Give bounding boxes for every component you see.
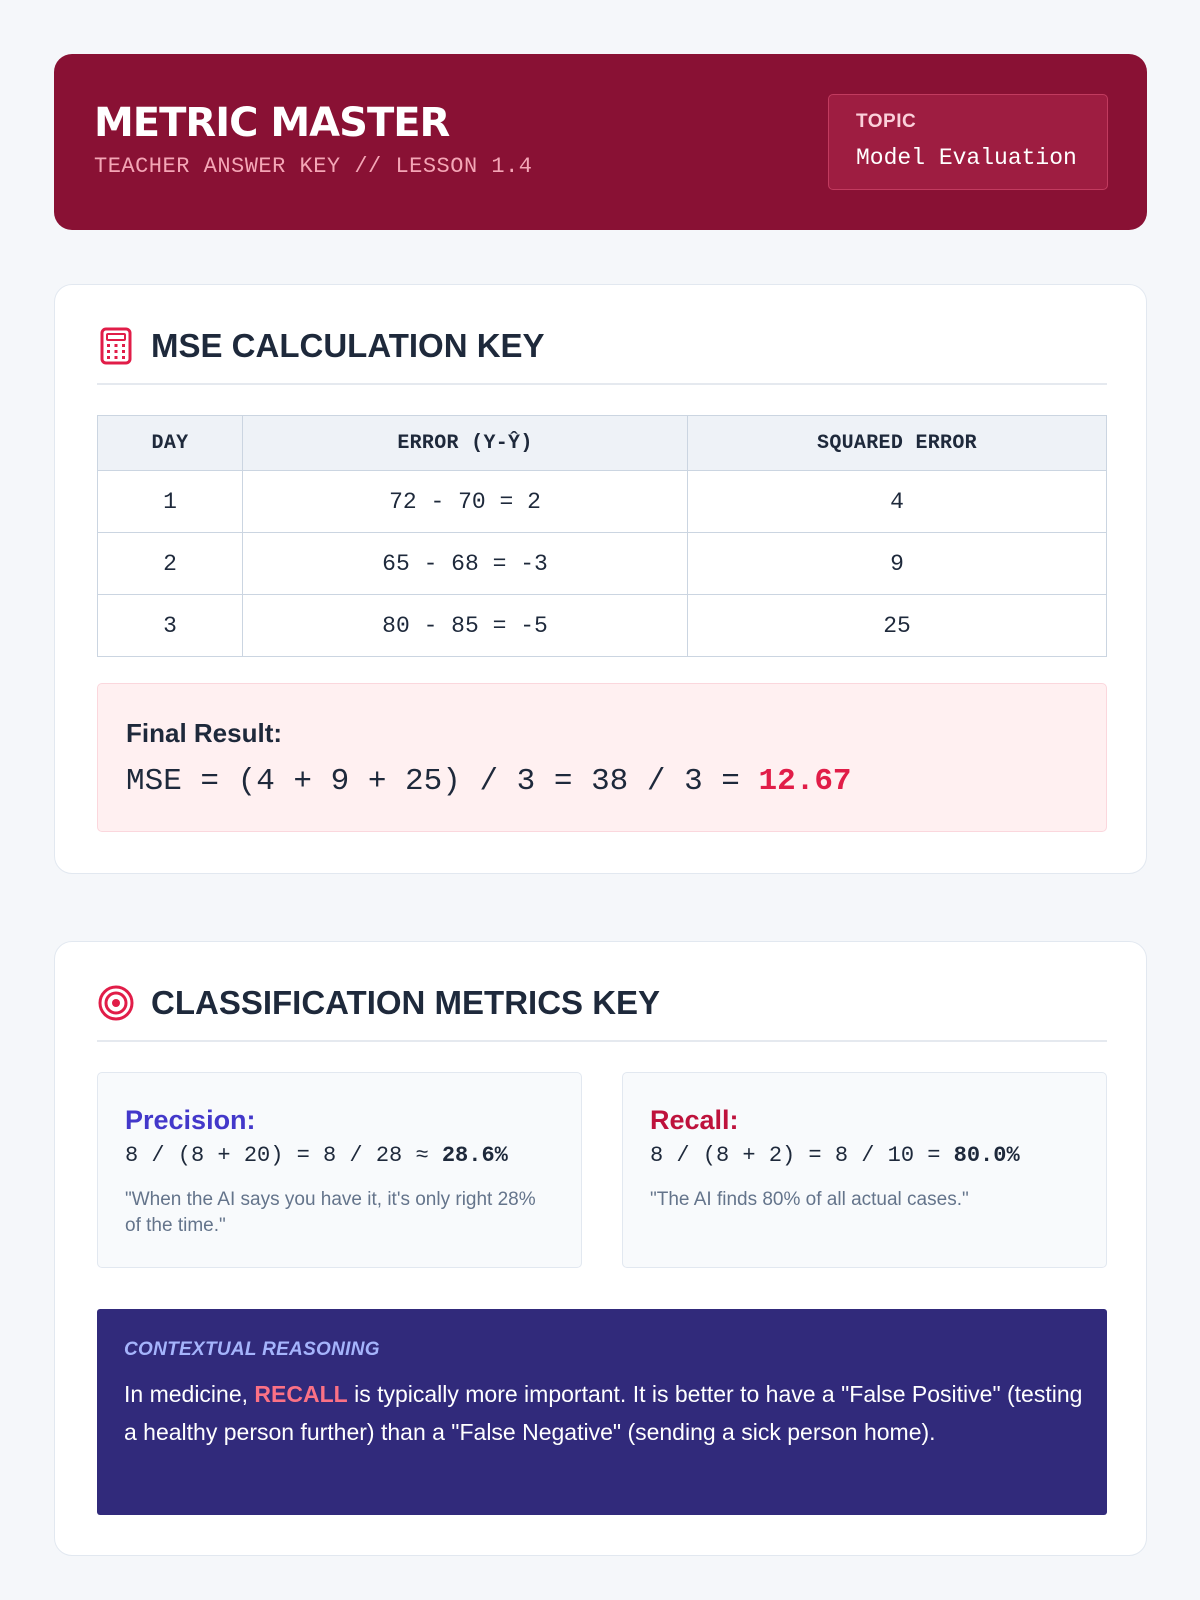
cell-squared-error: 9 — [688, 533, 1107, 595]
precision-formula-text: 8 / (8 + 20) = 8 / 28 ≈ — [125, 1143, 442, 1168]
cell-squared-error: 25 — [688, 595, 1107, 657]
cell-error: 72 - 70 = 2 — [243, 471, 688, 533]
page-subtitle: TEACHER ANSWER KEY // LESSON 1.4 — [94, 154, 533, 179]
recall-value: 80.0% — [953, 1143, 1020, 1168]
calculator-icon — [97, 327, 135, 365]
context-highlight: RECALL — [254, 1381, 348, 1407]
recall-formula — [650, 1143, 1020, 1168]
cell-day: 1 — [98, 471, 243, 533]
topic-badge — [828, 94, 1108, 190]
table-header-row — [98, 416, 1107, 471]
recall-formula-text: 8 / (8 + 2) = 8 / 10 = — [650, 1143, 954, 1168]
recall-quote: "The AI finds 80% of all actual cases." — [650, 1189, 969, 1210]
contextual-reasoning-text — [124, 1375, 1084, 1451]
cell-squared-error: 4 — [688, 471, 1107, 533]
cell-error: 65 - 68 = -3 — [243, 533, 688, 595]
mse-result-value: 12.67 — [758, 764, 852, 799]
mse-table — [97, 415, 1107, 657]
precision-value: 28.6% — [441, 1143, 508, 1168]
cell-day: 3 — [98, 595, 243, 657]
page-title: METRIC MASTER — [94, 100, 450, 146]
context-text-before: In medicine, — [124, 1381, 255, 1407]
topic-value: Model Evaluation — [856, 145, 1077, 171]
final-result-label: Final Result: — [126, 718, 283, 748]
final-result-box — [97, 683, 1107, 832]
table-row — [98, 595, 1107, 657]
mse-card-title: MSE CALCULATION KEY — [151, 327, 545, 364]
precision-box — [97, 1072, 582, 1268]
recall-title: Recall: — [650, 1105, 739, 1135]
classification-card — [54, 941, 1147, 1556]
column-header-error: ERROR (Y-Ŷ) — [243, 416, 688, 471]
mse-card — [54, 284, 1147, 874]
mse-card-header — [97, 325, 1107, 385]
column-header-squared-error: SQUARED ERROR — [688, 416, 1107, 471]
recall-box — [622, 1072, 1107, 1268]
precision-quote: "When the AI says you have it, it's only right 28% of the time." — [125, 1189, 536, 1236]
target-icon — [97, 984, 135, 1022]
topic-label: TOPIC — [856, 111, 917, 132]
classification-card-title: CLASSIFICATION METRICS KEY — [151, 984, 661, 1021]
column-header-day: DAY — [98, 416, 243, 471]
precision-title: Precision: — [125, 1105, 256, 1135]
contextual-reasoning-box — [97, 1309, 1107, 1515]
final-result-formula — [126, 764, 852, 799]
header-banner — [54, 54, 1147, 230]
table-row — [98, 471, 1107, 533]
precision-formula — [125, 1143, 508, 1168]
context-text-after: is typically more important. It is better to have a "False Positive" (testing a healthy person further) than a "False Negative" (sending a sick person home). — [124, 1381, 1083, 1445]
table-row — [98, 533, 1107, 595]
classification-card-header — [97, 982, 1107, 1042]
cell-day: 2 — [98, 533, 243, 595]
cell-error: 80 - 85 = -5 — [243, 595, 688, 657]
mse-formula-text: MSE = (4 + 9 + 25) / 3 = 38 / 3 = — [126, 764, 759, 799]
contextual-reasoning-label: CONTEXTUAL REASONING — [124, 1339, 380, 1360]
